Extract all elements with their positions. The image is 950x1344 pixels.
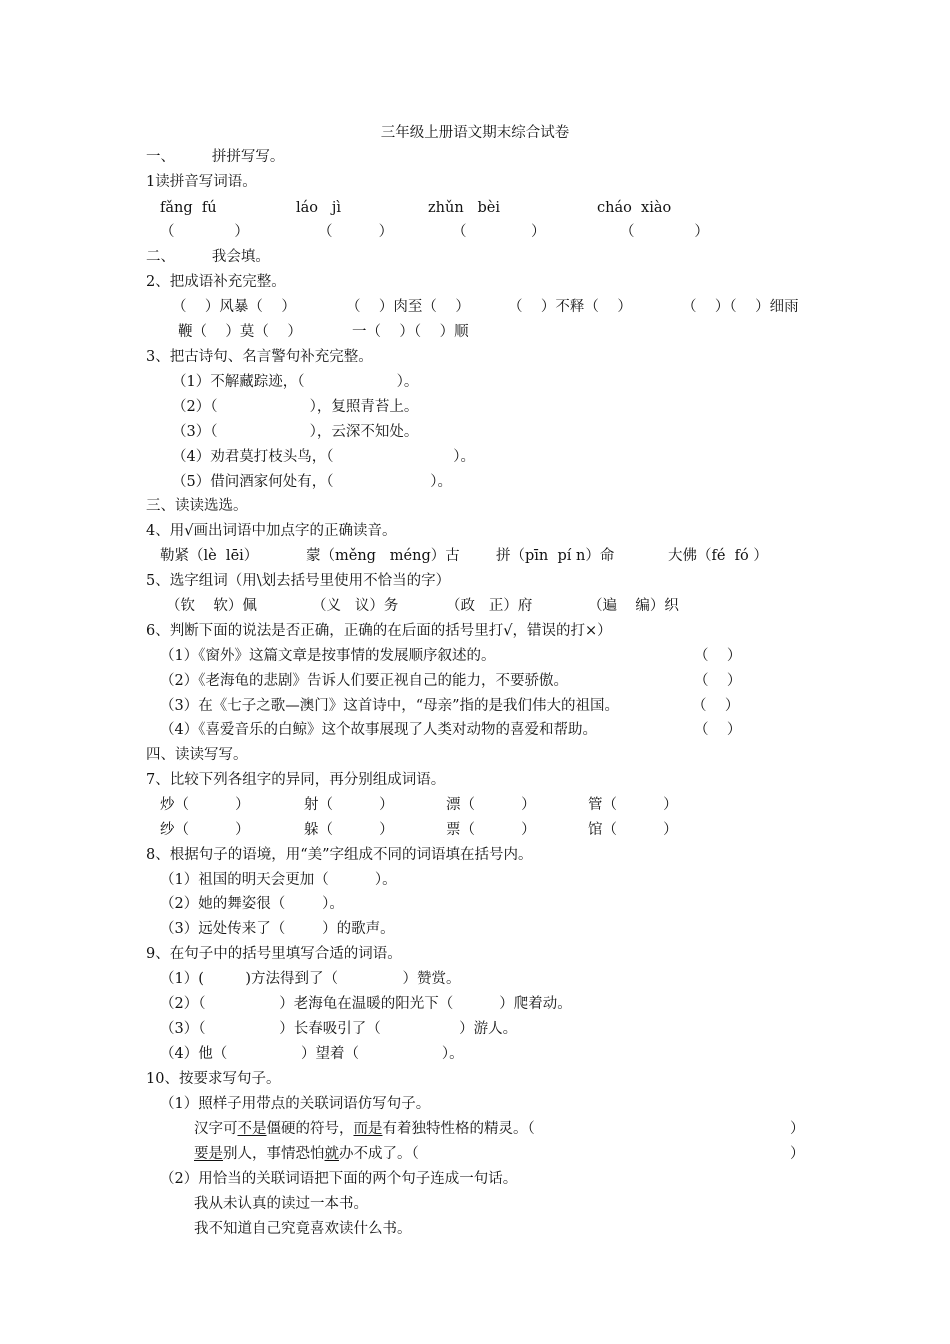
answer-close-paren-1[interactable]: ） [790, 1121, 805, 1137]
example-text: 办不成了。（ [339, 1146, 419, 1162]
section-2-heading: 二、 我会填。 [146, 249, 270, 265]
judge-statement-4: （4）《喜爱音乐的白鲸》这个故事展现了人类对动物的喜爱和帮助。 [160, 722, 597, 738]
reading-choice-2[interactable]: 蒙（měng méng）古 [306, 548, 460, 564]
question-8: 8、根据句子的语境，用“美”字组成不同的词语填在括号内。 [146, 847, 533, 863]
example-text: 别人，事情恐怕 [223, 1146, 325, 1162]
connective-word: 不是 [237, 1121, 267, 1137]
example-text: 僵硬的符号， [266, 1121, 354, 1137]
answer-close-paren-2[interactable]: ） [790, 1146, 805, 1162]
reading-choice-3[interactable]: 拼（pīn pí n）命 [496, 548, 615, 564]
fill-sentence-2[interactable]: （2）（ ）老海龟在温暖的阳光下（ ）爬着动。 [160, 996, 572, 1012]
fill-sentence-3[interactable]: （3）（ ）长春吸引了（ ）游人。 [160, 1021, 518, 1037]
idiom-3[interactable]: （ ）不释（ ） [508, 299, 632, 315]
question-3: 3、把古诗句、名言警句补充完整。 [146, 349, 373, 365]
word-blank-she[interactable]: 射（ ） [304, 797, 394, 813]
poem-5[interactable]: （5）借问酒家何处有，（ ）。 [172, 474, 453, 490]
example-sentence-1 [194, 1120, 535, 1138]
poem-3[interactable]: （3）（ ），云深不知处。 [172, 424, 419, 440]
page-title: 三年级上册语文期末综合试卷 [380, 125, 570, 141]
judge-statement-1: （1）《窗外》这篇文章是按事情的发展顺序叙述的。 [160, 648, 496, 664]
question-9: 9、在句子中的括号里填写合适的词语。 [146, 946, 402, 962]
question-5: 5、选字组词（用\划去括号里使用不恰当的字） [146, 573, 451, 589]
fill-sentence-1[interactable]: （1）( )方法得到了（ ）赞赏。 [160, 971, 461, 987]
idiom-5[interactable]: 鞭（ ）莫（ ） [178, 324, 302, 340]
judge-mark-2[interactable]: （ ） [694, 673, 742, 689]
word-blank-chao[interactable]: 炒（ ） [160, 797, 250, 813]
idiom-1[interactable]: （ ）风暴（ ） [172, 299, 296, 315]
idiom-6[interactable]: 一（ ）（ ）顺 [352, 324, 469, 340]
char-choice-4[interactable]: （遍 编）织 [588, 598, 679, 614]
poem-2[interactable]: （2）（ ），复照青苔上。 [172, 399, 419, 415]
sentence-2: 我不知道自己究竟喜欢读什么书。 [194, 1221, 412, 1237]
idiom-4[interactable]: （ ）（ ）细雨 [682, 299, 799, 315]
word-blank-sha[interactable]: 纱（ ） [160, 822, 250, 838]
question-2: 2、把成语补充完整。 [146, 274, 286, 290]
judge-statement-3: （3）在《七子之歌—澳门》这首诗中，“母亲”指的是我们伟大的祖国。 [160, 698, 620, 714]
answer-blank-3[interactable]: （ ） [452, 224, 546, 240]
question-1: 1读拼音写词语。 [146, 174, 257, 190]
char-choice-1[interactable]: （钦 软）佩 [166, 598, 257, 614]
example-text: 有着独特性格的精灵。（ [382, 1121, 535, 1137]
word-blank-guan[interactable]: 管（ ） [588, 797, 678, 813]
connective-word: 就 [324, 1146, 339, 1162]
judge-mark-1[interactable]: （ ） [694, 648, 742, 664]
word-blank-guan2[interactable]: 馆（ ） [588, 822, 678, 838]
judge-mark-3[interactable]: （ ） [692, 698, 740, 714]
reading-choice-4[interactable]: 大佛（fé fó ） [668, 548, 768, 564]
pinyin-2: láo jì [296, 200, 341, 216]
answer-blank-1[interactable]: （ ） [160, 224, 249, 240]
question-6: 6、判断下面的说法是否正确，正确的在后面的括号里打√，错误的打×） [146, 623, 612, 639]
char-choice-3[interactable]: （政 正）府 [446, 598, 533, 614]
char-choice-2[interactable]: （义 议）务 [312, 598, 399, 614]
poem-4[interactable]: （4）劝君莫打枝头鸟，（ ）。 [172, 449, 476, 465]
judge-statement-2: （2）《老海龟的悲剧》告诉人们要正视自己的能力，不要骄傲。 [160, 673, 568, 689]
connective-word: 要是 [194, 1146, 223, 1162]
example-sentence-2 [194, 1145, 419, 1163]
word-blank-piao[interactable]: 漂（ ） [446, 797, 536, 813]
reading-choice-1[interactable]: 勒紧（lè lēi） [160, 548, 259, 564]
poem-1[interactable]: （1）不解藏踪迹，（ ）。 [172, 374, 419, 390]
word-blank-piao2[interactable]: 票（ ） [446, 822, 536, 838]
pinyin-1: fǎng fú [160, 200, 217, 216]
answer-blank-4[interactable]: （ ） [620, 224, 709, 240]
section-3-heading: 三、读读选选。 [146, 498, 248, 514]
mei-blank-2[interactable]: （2）她的舞姿很（ ）。 [160, 896, 344, 912]
question-10-1: （1）照样子用带点的关联词语仿写句子。 [160, 1096, 431, 1112]
sentence-1: 我从未认真的读过一本书。 [194, 1196, 368, 1212]
example-text: 汉字可 [194, 1121, 238, 1137]
question-10: 10、按要求写句子。 [146, 1071, 281, 1087]
mei-blank-1[interactable]: （1）祖国的明天会更加（ ）。 [160, 872, 397, 888]
mei-blank-3[interactable]: （3）远处传来了（ ）的歌声。 [160, 921, 395, 937]
section-4-heading: 四、读读写写。 [146, 747, 248, 763]
answer-blank-2[interactable]: （ ） [318, 224, 394, 240]
fill-sentence-4[interactable]: （4）他（ ）望着（ ）。 [160, 1046, 464, 1062]
section-1-heading: 一、 拼拼写写。 [146, 149, 285, 165]
judge-mark-4[interactable]: （ ） [694, 722, 742, 738]
question-4: 4、用√画出词语中加点字的正确读音。 [146, 523, 397, 539]
connective-word: 而是 [353, 1121, 383, 1137]
pinyin-4: cháo xiào [597, 200, 672, 216]
question-7: 7、比较下列各组字的异同，再分别组成词语。 [146, 772, 446, 788]
question-10-2: （2）用恰当的关联词语把下面的两个句子连成一句话。 [160, 1171, 518, 1187]
idiom-2[interactable]: （ ）肉至（ ） [346, 299, 470, 315]
pinyin-3: zhǔn bèi [428, 200, 500, 216]
word-blank-duo[interactable]: 躲（ ） [304, 822, 394, 838]
